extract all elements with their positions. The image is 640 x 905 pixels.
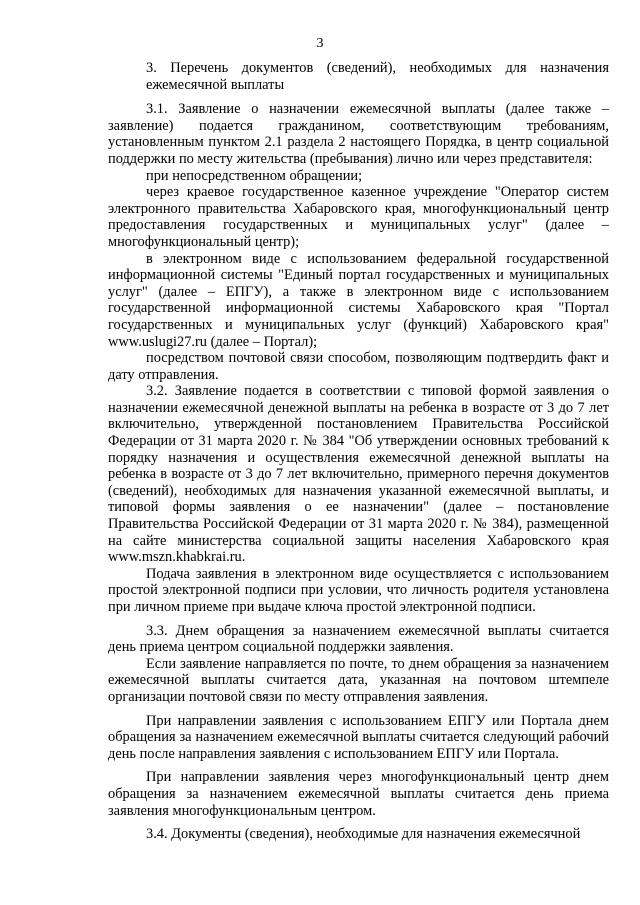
page-number: 3	[316, 36, 324, 51]
paragraph-3-3: 3.3. Днем обращения за назначением ежемесячной выплаты считается день приема центром социальной поддержки заявления.	[108, 622, 609, 656]
paragraph-postal: посредством почтовой связи способом, позволяющим подтвердить факт и дату отправления.	[108, 350, 609, 383]
paragraph-epgu-date: При направлении заявления с использованием ЕПГУ или Портала днем обращения за назначением ежемесячной выплаты считается следующий рабочий день после направления заявления с использованием ЕПГУ или Портала.	[108, 712, 609, 762]
paragraph-3-4: 3.4. Документы (сведения), необходимые для назначения ежемесячной	[146, 826, 581, 843]
paragraph-electronic-signature: Подача заявления в электронном виде осуществляется с использованием простой электронной подписи при условии, что личность родителя установлена при личном приеме при выдаче ключа простой электронной подписи.	[108, 565, 609, 615]
paragraph-postal-date: Если заявление направляется по почте, то днем обращения за назначением ежемесячной выплаты считается дата, указанная на почтовом штемпеле организации почтовой связи по месту отправления заявления.	[108, 655, 609, 705]
paragraph-3-1: 3.1. Заявление о назначении ежемесячной выплаты (далее также – заявление) подается гражданином, соответствующим требованиям, установленным пунктом 2.1 раздела 2 настоящего Порядка, в центр социальной поддержки по месту жительства (пребывания) лично или через представителя:	[108, 101, 609, 167]
paragraph-3-2: 3.2. Заявление подается в соответствии с типовой формой заявления о назначении ежемесячной денежной выплаты на ребенка в возрасте от 3 до 7 лет включительно, утвержденной постановлением Правительства Российской Федерации от 31 марта 2020 г. № 384 "Об утверждении основных требований к порядку назначения и осуществления ежемесячной денежной выплаты на ребенка в возрасте от 3 до 7 лет включительно, примерного перечня документов (сведений), необходимых для назначения указанной ежемесячной выплаты, и типовой формы заявления о ее назначении" (далее – постановление Правительства Российской Федерации от 31 марта 2020 г. № 384), размещенной на сайте министерства социальной защиты населения Хабаровского края www.mszn.khabkrai.ru.	[108, 383, 609, 566]
paragraph-electronic: в электронном виде с использованием федеральной государственной информационной системы "Единый портал государственных и муниципальных услуг" (далее – ЕПГУ), а также в электронном виде с использованием государственной информационной системы Хабаровского края "Портал государственных и муниципальных услуг (функций) Хабаровского края" www.uslugi27.ru (далее – Портал);	[108, 250, 609, 350]
section-heading: 3. Перечень документов (сведений), необходимых для назначения ежемесячной выплаты	[146, 60, 609, 93]
document-body	[108, 60, 609, 843]
paragraph-mfc: через краевое государственное казенное учреждение "Оператор систем электронного правительства Хабаровского края, многофункциональный центр предоставления государственных и муниципальных услуг" (далее – многофункциональный центр);	[108, 184, 609, 250]
paragraph-direct-appeal: при непосредственном обращении;	[146, 167, 363, 184]
paragraph-mfc-date: При направлении заявления через многофункциональный центр днем обращения за назначением ежемесячной выплаты считается день приема заявления многофункциональным центром.	[108, 769, 609, 819]
